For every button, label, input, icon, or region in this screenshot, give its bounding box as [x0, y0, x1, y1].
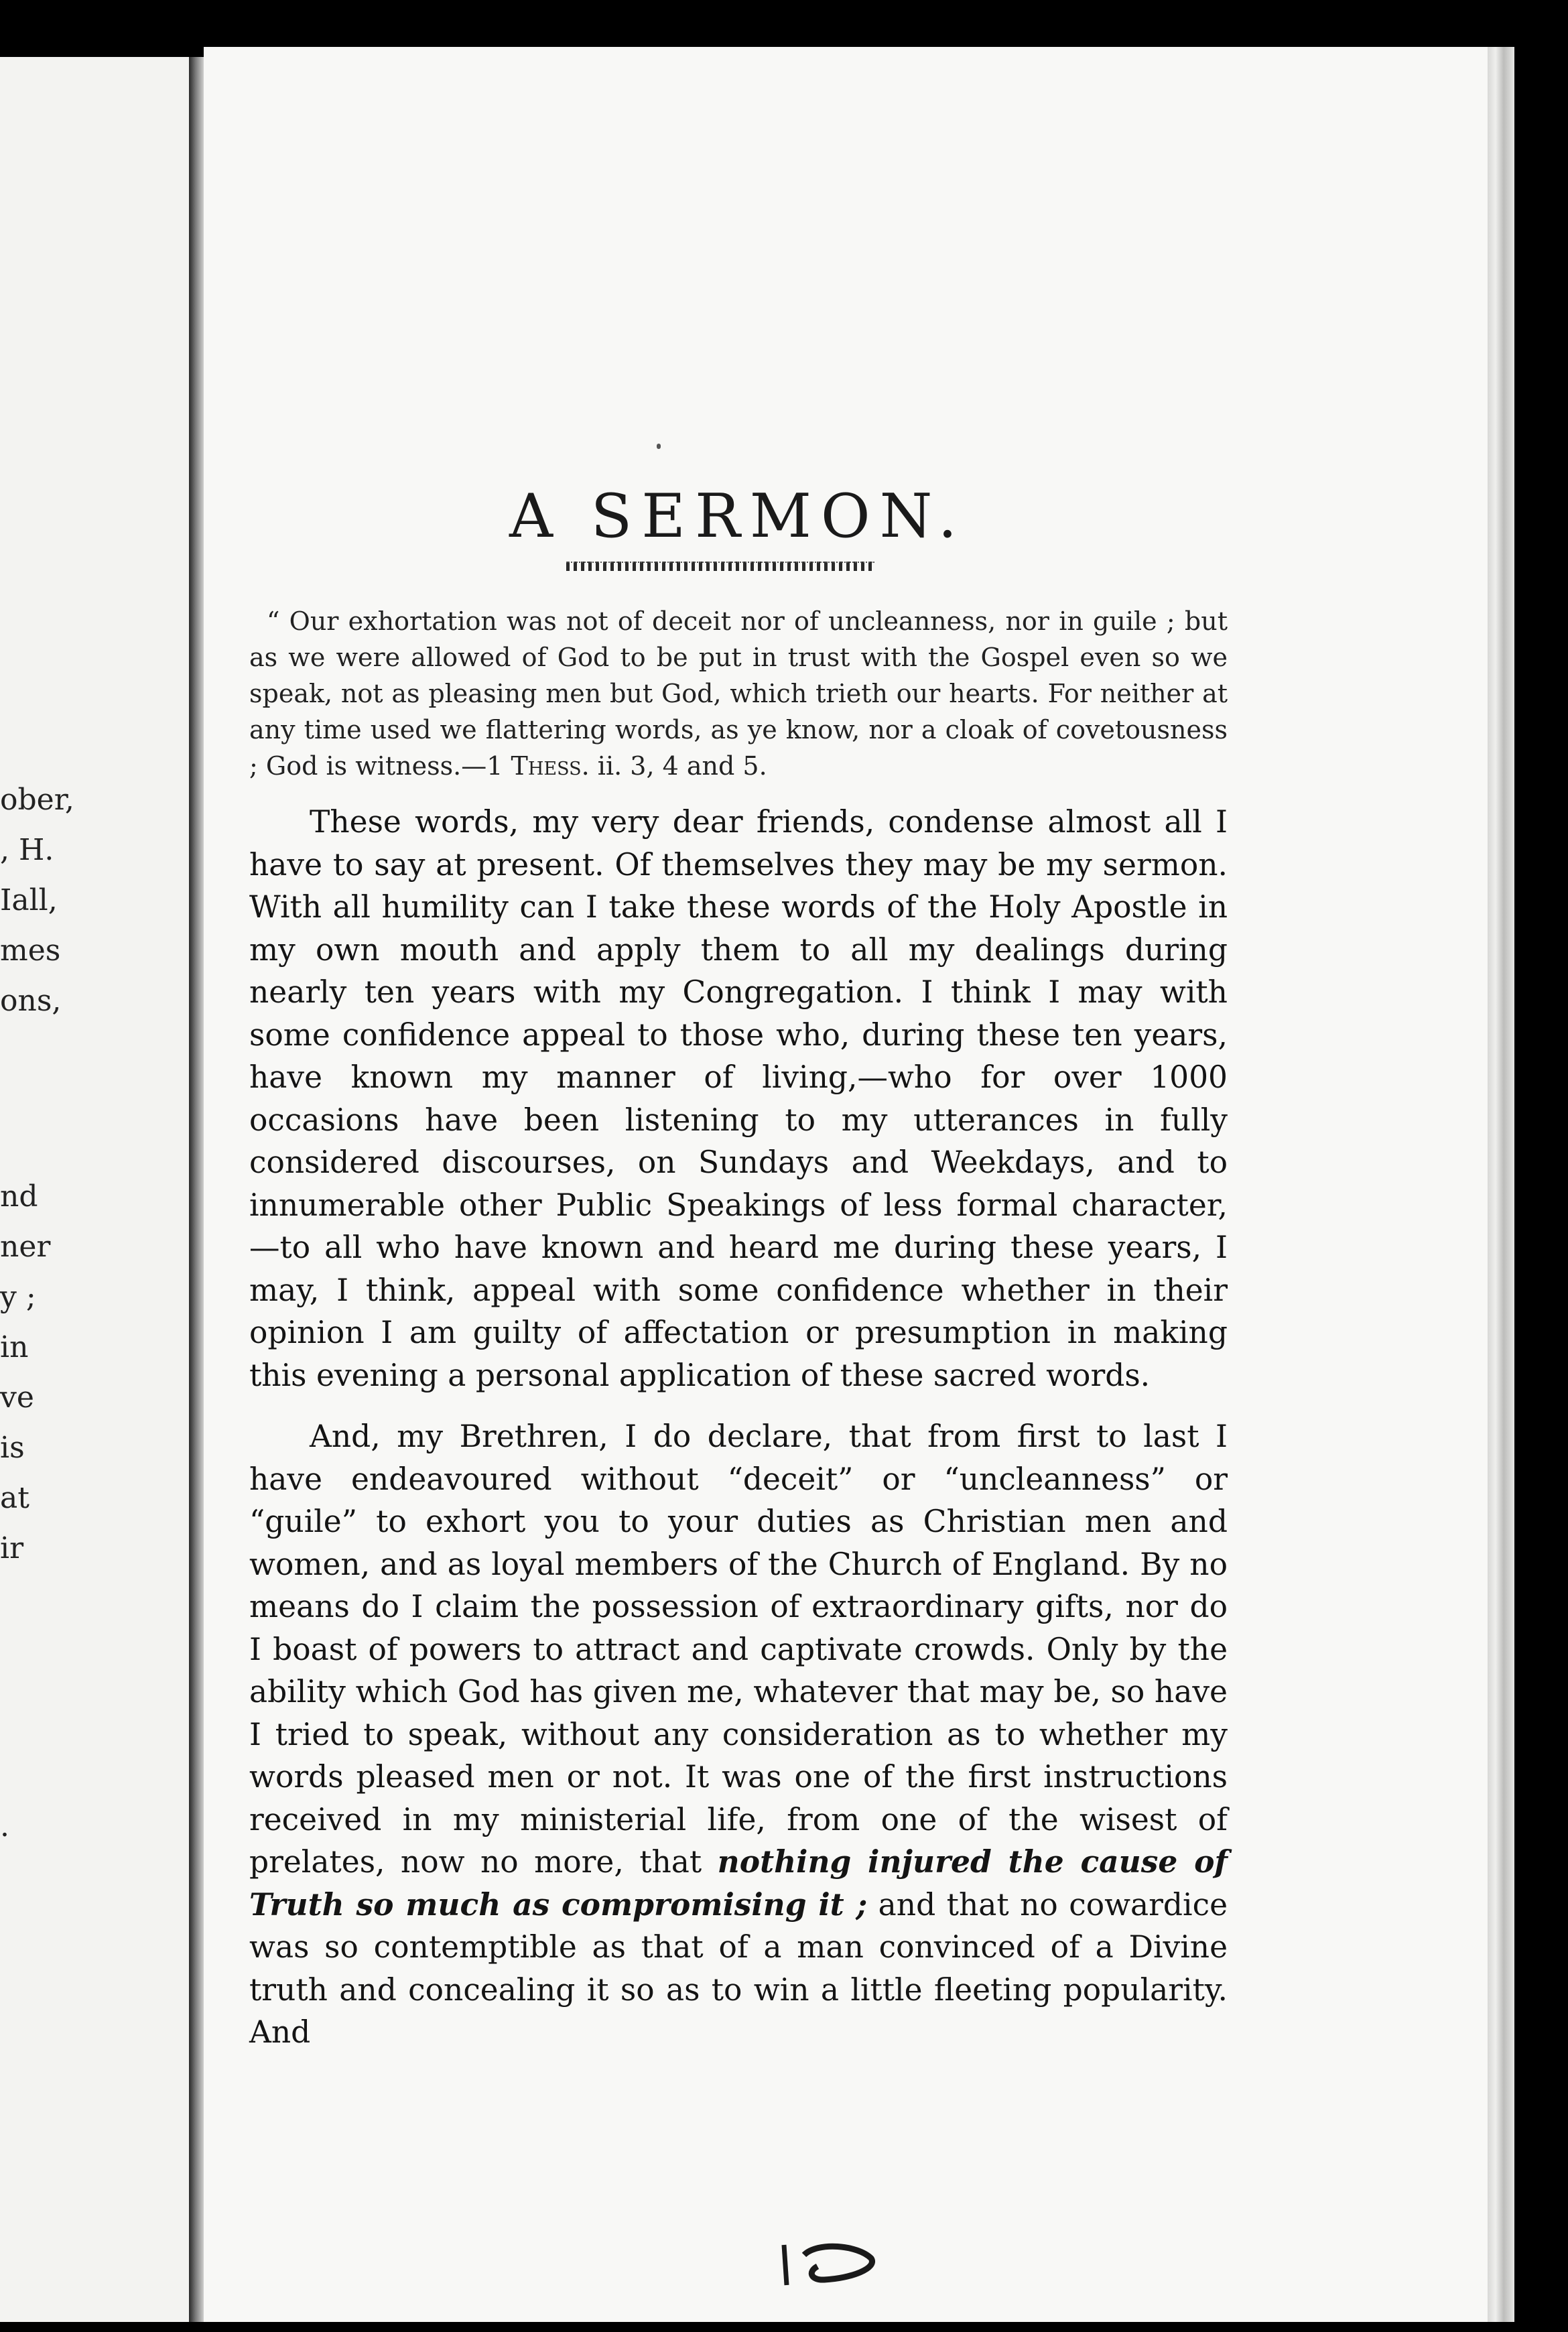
book-gutter	[189, 57, 204, 2322]
facing-page-fragment: ober,	[0, 783, 74, 817]
facing-page-fragment: Iall,	[0, 883, 58, 917]
facing-page-fragment: at	[0, 1481, 29, 1515]
facing-page-fragment: .	[0, 1809, 9, 1843]
epigraph	[249, 603, 1228, 784]
page-edge	[1488, 47, 1514, 2322]
epigraph-reference-verses: ii. 3, 4 and 5.	[589, 751, 767, 781]
facing-page-fragment: y ;	[0, 1280, 36, 1314]
title-ornament-rule	[566, 562, 874, 571]
facing-page-fragment: nd	[0, 1179, 38, 1214]
facing-page-fragment: ve	[0, 1380, 34, 1415]
facing-page-fragment: , H.	[0, 833, 54, 867]
italic-emphasis: nothing injured the cause of Truth so much as compromising it ;	[249, 1843, 1228, 1923]
facing-page	[0, 57, 189, 2322]
facing-page-fragment: ir	[0, 1531, 24, 1565]
paragraph: These words, my very dear friends, condense almost all I have to say at present. Of themselves they may be my sermon. With all humility can I take these words of the Holy Apostle in my own mouth and apply them to all my dealings during nearly ten years with my Congregation. I think I may with some confidence appeal to those who, during these ten years, have known my manner of living,—who for over 1000 occasions have been listening to my utterances in fully considered discourses, on Sundays and Weekdays, and to innumerable other Public Speakings of less formal character,—to all who have known and heard me during these years, I may, I think, appeal with some confidence whether in their opinion I am guilty of affectation or presumption in making this evening a personal application of these sacred words.	[249, 804, 1228, 1393]
facing-page-fragment: ner	[0, 1230, 51, 1264]
paragraph-text: and that no cowardice was so contemptible as that of a man convinced of a Divine truth and concealing it so as to win a little fleeting popularity. And	[249, 1886, 1228, 2050]
facing-page-fragment: mes	[0, 933, 61, 968]
sermon-body	[249, 801, 1228, 2073]
facing-page-fragment: ons,	[0, 984, 62, 1018]
page-title: A SERMON.	[509, 481, 967, 552]
ink-speck	[657, 444, 661, 449]
facing-page-fragment: in	[0, 1330, 29, 1364]
epigraph-text: “ Our exhortation was not of deceit nor of uncleanness, nor in guile ; but as we were allowed of God to be put in trust with the Gospel even so we speak, not as pleasing men but God, which trieth our hearts. For neither at any time used we flattering words, as ye know, nor a cloak of covetousness ; God is witness.—1	[249, 606, 1228, 781]
paragraph-text: And, my Brethren, I do declare, that from first to last I have endeavoured without “deceit” or “uncleanness” or “guile” to exhort you to your duties as Christian men and women, and as loyal members of the Church of England. By no means do I claim the possession of extraordinary gifts, nor do I boast of powers to attract and captivate crowds. Only by the ability which God has given me, whatever that may be, so have I tried to speak, without any consideration as to whether my words pleased men or not. It was one of the first instructions received in my ministerial life, from one of the wisest of prelates, now no more, that	[249, 1419, 1228, 1880]
epigraph-reference-book: Thess.	[511, 751, 590, 781]
page-footer-mark	[777, 2238, 885, 2292]
facing-page-fragment: is	[0, 1431, 25, 1465]
paragraph	[249, 1415, 1228, 2054]
